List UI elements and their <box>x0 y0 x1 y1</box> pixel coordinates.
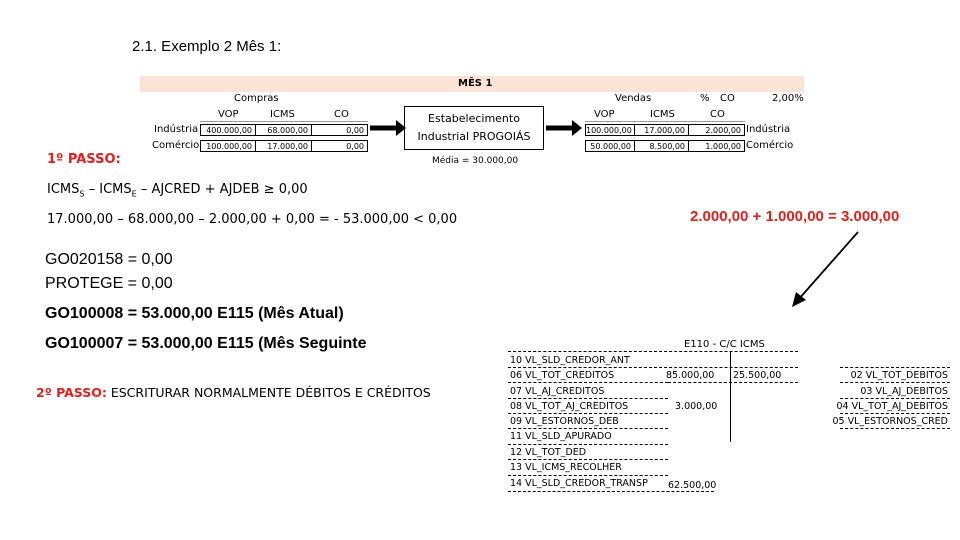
row-divider <box>508 351 798 352</box>
row-divider <box>508 398 668 399</box>
formula-sub-e: E <box>131 189 137 199</box>
row-divider <box>840 382 950 383</box>
val-aj-creditos: 3.000,00 <box>675 401 718 412</box>
go100007: GO100007 = 53.000,00 E115 (Mês Seguinte <box>45 335 367 352</box>
formula-sub-s: S <box>79 189 85 199</box>
t-account-vline <box>730 352 731 442</box>
col-icms-compras: ICMS <box>270 109 295 120</box>
col-icms-vendas: ICMS <box>650 109 675 120</box>
row-divider <box>508 444 668 445</box>
estab-line1: Estabelecimento <box>428 112 520 125</box>
col-vop-vendas: VOP <box>594 109 615 120</box>
row-divider <box>508 475 668 476</box>
pct-value: 2,00% <box>772 93 804 104</box>
compras-ind-co: 0,00 <box>311 124 368 136</box>
row-industria: Indústria <box>154 124 199 135</box>
vendas-ind-co: 2.000,00 <box>688 124 745 136</box>
val-creditos: 85.000,00 <box>666 370 715 381</box>
col-co-compras: CO <box>334 109 349 120</box>
go100008: GO100008 = 53.000,00 E115 (Mês Atual) <box>45 305 344 322</box>
protege: PROTEGE = 0,00 <box>45 275 173 292</box>
row-divider <box>508 367 798 368</box>
row-divider <box>508 491 714 492</box>
col-co-vendas: CO <box>710 109 725 120</box>
e110-row: 14 VL_SLD_CREDOR_TRANSP <box>510 478 648 489</box>
compras-com-co: 0,00 <box>311 140 368 152</box>
e110-title: E110 - C/C ICMS <box>684 339 765 350</box>
row-divider <box>840 428 950 429</box>
calc-line: 17.000,00 – 68.000,00 – 2.000,00 + 0,00 = - 53.000,00 < 0,00 <box>47 212 458 227</box>
calc-red: 2.000,00 + 1.000,00 = 3.000,00 <box>690 208 900 225</box>
pct-label: % <box>700 93 710 104</box>
e110-right-row: 04 VL_TOT_AJ_DEBITOS <box>836 401 948 412</box>
e110-right-row: 03 VL_AJ_DEBITOS <box>860 386 948 397</box>
vendas-com-icms: 8.500,00 <box>634 140 689 152</box>
e110-row: 12 VL_TOT_DED <box>510 447 587 458</box>
vendas-ind-icms: 17.000,00 <box>634 124 689 136</box>
e110-row: 10 VL_SLD_CREDOR_ANT <box>510 355 630 366</box>
vendas-row-comercio: Comércio <box>746 140 794 151</box>
col-vop-compras: VOP <box>218 109 239 120</box>
page-title: 2.1. Exemplo 2 Mês 1: <box>132 38 282 55</box>
row-divider <box>840 413 950 414</box>
e110-row: 11 VL_SLD_APURADO <box>510 431 612 442</box>
vendas-label: Vendas <box>615 93 652 104</box>
table-header: MÊS 1 <box>458 78 493 89</box>
passo2-label: 2º PASSO: <box>36 385 107 400</box>
vendas-com-vop: 50.000,00 <box>585 140 635 152</box>
e110-row: 06 VL_TOT_CREDITOS <box>510 370 615 381</box>
row-comercio: Comércio <box>152 140 200 151</box>
formula-icms-s: ICMS <box>47 182 80 197</box>
co-label: CO <box>720 93 735 104</box>
e110-right-row: 05 VL_ESTORNOS_CRED <box>832 416 948 427</box>
e110-row: 08 VL_TOT_AJ_CREDITOS <box>510 401 629 412</box>
vendas-row-industria: Indústria <box>746 124 791 135</box>
row-divider <box>508 413 668 414</box>
e110-right-row: 02 VL_TOT_DEBITOS <box>850 370 948 381</box>
compras-label: Compras <box>234 93 279 104</box>
e110-row: 07 VL_AJ_CREDITOS <box>510 386 605 397</box>
e110-row: 13 VL_ICMS_RECOLHER <box>510 462 622 473</box>
media: Média = 30.000,00 <box>432 156 519 166</box>
formula-rest: – AJCRED + AJDEB ≥ 0,00 <box>136 182 308 197</box>
passo2-text: ESCRITURAR NORMALMENTE DÉBITOS E CRÉDITOS <box>106 385 431 400</box>
row-divider <box>840 398 950 399</box>
row-divider <box>508 382 668 383</box>
val-transp: 62.500,00 <box>668 480 717 491</box>
compras-com-icms: 17.000,00 <box>255 140 312 152</box>
row-divider <box>508 428 668 429</box>
vendas-com-co: 1.000,00 <box>688 140 745 152</box>
vendas-ind-vop: 100.000,00 <box>585 124 635 136</box>
row-divider <box>668 382 798 383</box>
compras-com-vop: 100.000,00 <box>200 140 256 152</box>
compras-ind-vop: 400.000,00 <box>200 124 256 136</box>
passo1-label: 1º PASSO: <box>47 152 121 167</box>
row-divider <box>508 459 668 460</box>
compras-ind-icms: 68.000,00 <box>255 124 312 136</box>
val-debitos: 25.500,00 <box>733 370 782 381</box>
formula-icms-e: – ICMS <box>84 182 132 197</box>
estab-line2: Industrial PROGOIÁS <box>417 130 531 143</box>
row-divider <box>840 367 950 368</box>
go020158: GO020158 = 0,00 <box>45 251 173 268</box>
e110-row: 09 VL_ESTORNOS_DEB <box>510 416 619 427</box>
